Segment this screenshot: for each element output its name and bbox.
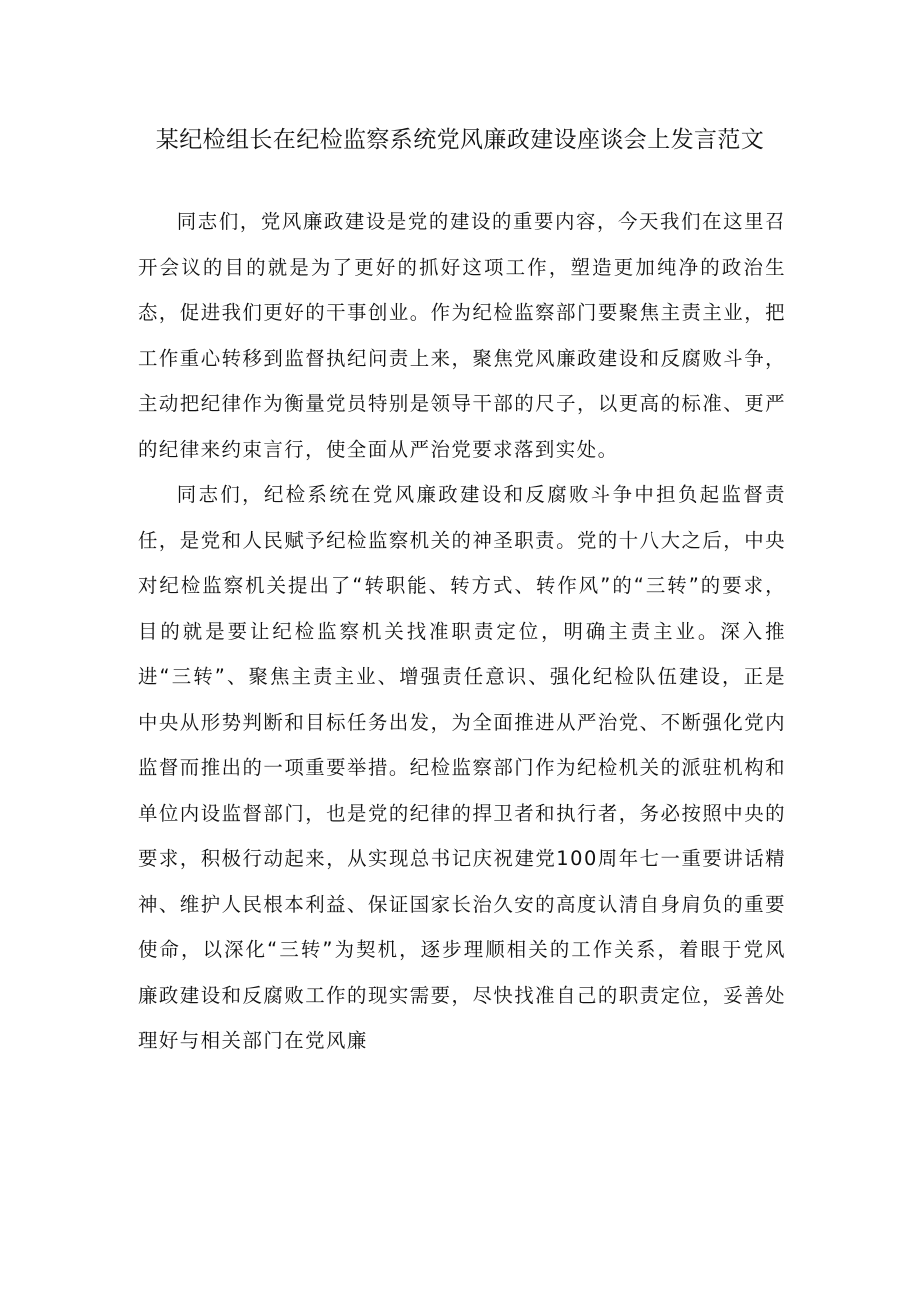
document-body [138, 199, 786, 1064]
document-title: 某纪检组长在纪检监察系统党风廉政建设座谈会上发言范文 [155, 127, 765, 153]
paragraph-2: 同志们，纪检系统在党风廉政建设和反腐败斗争中担负起监督责任，是党和人民赋予纪检监察机关的神圣职责。党的十八大之后，中央对纪检监察机关提出了“转职能、转方式、转作风”的“三转”的要求，目的就是要让纪检监察机关找准职责定位，明确主责主业。深入推进“三转”、聚焦主责主业、增强责任意识、强化纪检队伍建设，正是中央从形势判断和目标任务出发，为全面推进从严治党、不断强化党内监督而推出的一项重要举措。纪检监察部门作为纪检机关的派驻机构和单位内设监督部门，也是党的纪律的捍卫者和执行者，务必按照中央的要求，积极行动起来，从实现总书记庆祝建党100周年七一重要讲话精神、维护人民根本利益、保证国家长治久安的高度认清自身肩负的重要使命，以深化“三转”为契机，逐步理顺相关的工作关系，着眼于党风廉政建设和反腐败工作的现实需要，尽快找准自己的职责定位，妥善处理好与相关部门在党风廉 [138, 483, 786, 1052]
paragraph-1: 同志们，党风廉政建设是党的建设的重要内容，今天我们在这里召开会议的目的就是为了更好的抓好这项工作，塑造更加纯净的政治生态，促进我们更好的干事创业。作为纪检监察部门要聚焦主责主业，把工作重心转移到监督执纪问责上来，聚焦党风廉政建设和反腐败斗争，主动把纪律作为衡量党员特别是领导干部的尺子，以更高的标准、更严的纪律来约束言行，使全面从严治党要求落到实处。 [138, 210, 786, 461]
